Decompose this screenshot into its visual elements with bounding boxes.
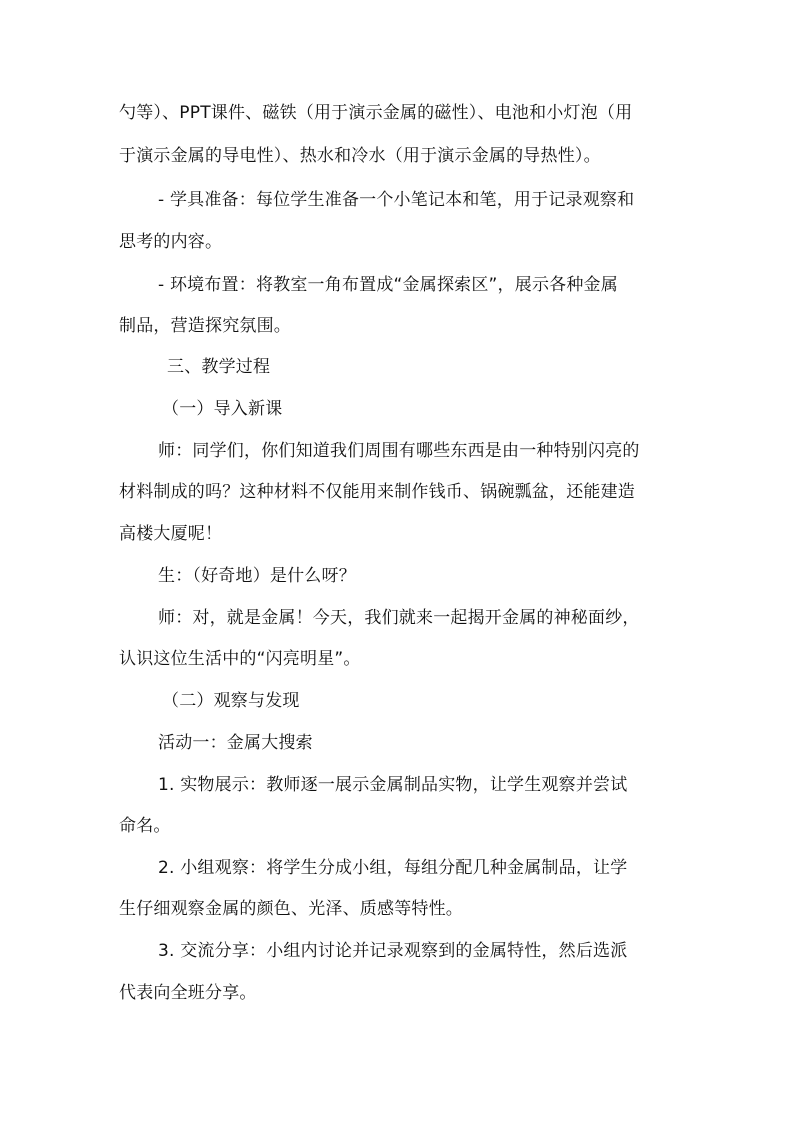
- list-item: 2. 小组观察：将学生分成小组，每组分配几种金属制品，让学: [158, 858, 628, 878]
- text-line: 勺等）、PPT课件、磁铁（用于演示金属的磁性）、电池和小灯泡（用: [119, 103, 633, 123]
- text-line: 材料制成的吗？这种材料不仅能用来制作钱币、锅碗瓢盆，还能建造: [119, 482, 635, 502]
- section-heading: 三、教学过程: [167, 357, 271, 377]
- subsection-heading: （二）观察与发现: [162, 691, 300, 711]
- text-line: 命名。: [119, 816, 171, 836]
- text-line: 于演示金属的导电性）、热水和冷水（用于演示金属的导热性）。: [119, 146, 601, 166]
- text-line: 认识这位生活中的“闪亮明星”。: [119, 649, 361, 669]
- text-line: 师：对，就是金属！今天，我们就来一起揭开金属的神秘面纱，: [158, 608, 640, 628]
- text-line: 生仔细观察金属的颜色、光泽、质感等特性。: [119, 899, 463, 919]
- text-line: 制品，营造探究氛围。: [119, 316, 291, 336]
- text-line: 思考的内容。: [119, 232, 223, 252]
- list-item: 1. 实物展示：教师逐一展示金属制品实物，让学生观察并尝试: [158, 775, 628, 795]
- text-line: 代表向全班分享。: [119, 983, 257, 1003]
- text-line: - 环境布置：将教室一角布置成“金属探索区”，展示各种金属: [158, 275, 618, 295]
- text-line: 师：同学们，你们知道我们周围有哪些东西是由一种特别闪亮的: [158, 441, 640, 461]
- list-item: 3. 交流分享：小组内讨论并记录观察到的金属特性，然后选派: [158, 941, 628, 961]
- subsection-heading: （一）导入新课: [162, 399, 283, 419]
- activity-heading: 活动一：金属大搜索: [158, 733, 313, 753]
- text-line: 生：（好奇地）是什么呀？: [158, 566, 356, 586]
- text-line: 高楼大厦呢！: [119, 524, 223, 544]
- text-line: - 学具准备：每位学生准备一个小笔记本和笔，用于记录观察和: [158, 190, 635, 210]
